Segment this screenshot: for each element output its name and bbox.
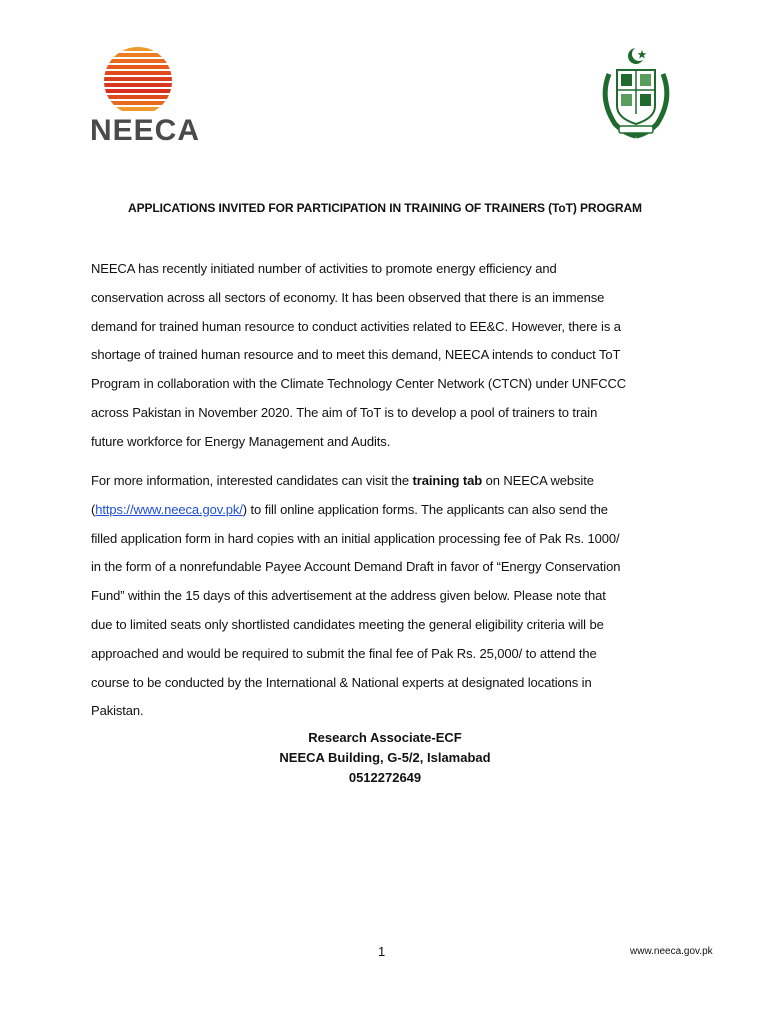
- address-title: Research Associate-ECF: [308, 730, 462, 745]
- document-heading: APPLICATIONS INVITED FOR PARTICIPATION IN TRAINING OF TRAINERS (ToT) PROGRAM: [128, 201, 642, 215]
- paragraph-line: [91, 496, 681, 525]
- contact-address: [0, 728, 770, 788]
- paragraph-text: on NEECA website: [482, 473, 594, 488]
- paragraph-line: shortage of trained human resource and to meet this demand, NEECA intends to conduct ToT: [91, 347, 621, 363]
- neeca-website-link[interactable]: https://www.neeca.gov.pk/: [95, 501, 243, 517]
- paragraph-intro: [91, 255, 681, 457]
- paragraph-line: Program in collaboration with the Climate Technology Center Network (CTCN) under UNFCCC: [91, 376, 627, 392]
- footer-url: www.neeca.gov.pk: [630, 946, 713, 957]
- neeca-logo-text: NEECA: [90, 114, 201, 147]
- paragraph-line: Pakistan.: [91, 703, 144, 719]
- neeca-sphere-icon: [86, 44, 190, 114]
- address-building: NEECA Building, G-5/2, Islamabad: [279, 750, 491, 765]
- paragraph-text: For more information, interested candidates can visit the: [91, 473, 413, 488]
- paragraph-line: in the form of a nonrefundable Payee Account Demand Draft in favor of “Energy Conservation: [91, 559, 621, 575]
- paragraph-line: approached and would be required to submit the final fee of Pak Rs. 25,000/ to attend the: [91, 645, 597, 661]
- paragraph-line: demand for trained human resource to conduct activities related to EE&C. However, there is a: [91, 318, 621, 334]
- paragraph-line: across Pakistan in November 2020. The aim of ToT is to develop a pool of trainers to train: [91, 404, 598, 420]
- paragraph-line: conservation across all sectors of economy. It has been observed that there is an immense: [91, 289, 605, 305]
- paragraph-line: due to limited seats only shortlisted candidates meeting the general eligibility criteria will be: [91, 616, 604, 632]
- paragraph-text: (: [91, 501, 96, 517]
- pakistan-state-emblem-icon: [595, 44, 677, 140]
- paragraph-line: [91, 467, 681, 496]
- paragraph-line: course to be conducted by the International & National experts at designated locations in: [91, 674, 592, 690]
- training-tab-emphasis: training tab: [412, 473, 483, 488]
- paragraph-instructions: [91, 467, 681, 726]
- paragraph-line: future workforce for Energy Management and Audits.: [91, 433, 391, 449]
- paragraph-text: ) to fill online application forms. The applicants can also send the: [242, 501, 608, 517]
- address-phone: 0512272649: [348, 770, 422, 785]
- paragraph-line: filled application form in hard copies with an initial application processing fee of Pak Rs. 1000/: [91, 530, 620, 546]
- paragraph-line: Fund” within the 15 days of this advertisement at the address given below. Please note that: [91, 588, 606, 604]
- page-number: 1: [378, 944, 386, 959]
- paragraph-line: NEECA has recently initiated number of activities to promote energy efficiency and: [91, 261, 557, 276]
